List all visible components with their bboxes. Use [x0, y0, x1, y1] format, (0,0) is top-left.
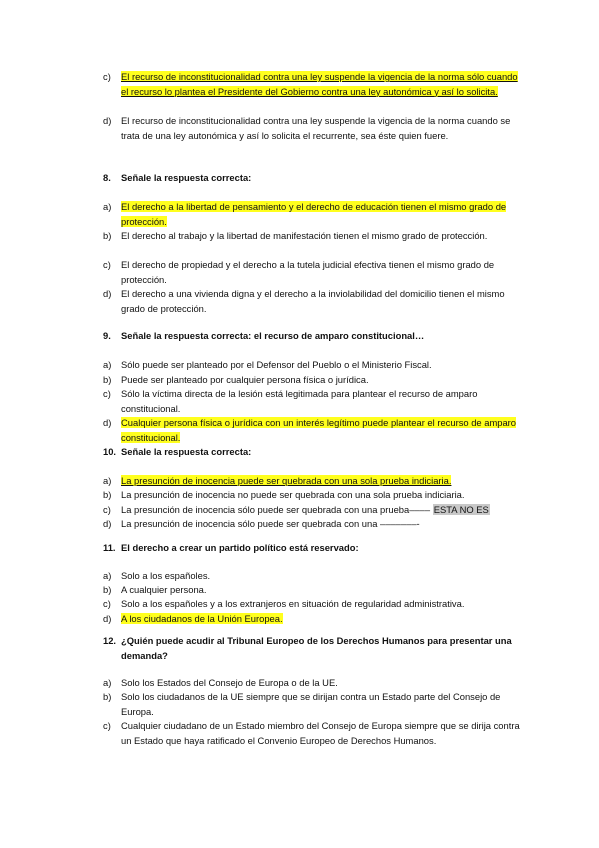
option-text: Puede ser planteado por cualquier persona física o jurídica. — [121, 374, 369, 385]
option-text: A cualquier persona. — [121, 584, 207, 595]
option-label: d) — [103, 518, 112, 529]
option-label: b) — [103, 374, 112, 385]
option-label: d) — [103, 115, 112, 126]
option-label: d) — [103, 417, 112, 428]
q11-option-d — [103, 612, 523, 627]
question-11 — [103, 541, 523, 556]
option-label: b) — [103, 584, 112, 595]
question-text: Señale la respuesta correcta: — [121, 446, 252, 457]
option-label: c) — [103, 504, 111, 515]
q12-option-a — [103, 676, 523, 691]
q10-option-b — [103, 488, 523, 503]
highlighted-answer: A los ciudadanos de la Unión Europea. — [121, 613, 283, 624]
highlighted-answer: La presunción de inocencia puede ser quebrada con una sola prueba indiciaria. — [121, 475, 452, 486]
q11-option-b — [103, 583, 523, 598]
option-label: a) — [103, 359, 112, 370]
question-10 — [103, 445, 523, 460]
option-text: Solo los ciudadanos de la UE siempre que se dirijan contra un Estado parte del Consejo de Europa. — [121, 691, 501, 717]
option-label: b) — [103, 691, 112, 702]
q10-option-d — [103, 517, 523, 532]
option-label: d) — [103, 288, 112, 299]
option-text: Solo a los españoles y a los extranjeros en situación de regularidad administrativa. — [121, 598, 465, 609]
option-label: c) — [103, 598, 111, 609]
option-text: Solo los Estados del Consejo de Europa o de la UE. — [121, 677, 338, 688]
question-text: Señale la respuesta correcta: el recurso de amparo constitucional… — [121, 330, 425, 341]
q8-option-b — [103, 229, 523, 244]
option-label: d) — [103, 613, 112, 624]
q8-option-a — [103, 200, 523, 229]
question-number: 12. — [103, 635, 117, 646]
option-label: a) — [103, 475, 112, 486]
question-text: El derecho a crear un partido político está reservado: — [121, 542, 359, 553]
highlighted-answer: El derecho a la libertad de pensamiento y el derecho de educación tienen el mismo grado de protección. — [121, 201, 507, 227]
option-label: a) — [103, 570, 112, 581]
option-text: La presunción de inocencia no puede ser quebrada con una sola prueba indiciaria. — [121, 489, 465, 500]
question-number: 11. — [103, 542, 116, 553]
option-text: El derecho de propiedad y el derecho a la tutela judicial efectiva tienen el mismo grado de protección. — [121, 259, 495, 285]
q9-option-c — [103, 387, 523, 416]
option-text: La presunción de inocencia sólo puede ser quebrada con una prueba–––– — [121, 504, 433, 515]
question-9 — [103, 329, 523, 344]
question-text: ¿Quién puede acudir al Tribunal Europeo de los Derechos Humanos para presentar una demanda? — [121, 635, 512, 661]
option-text: Solo a los españoles. — [121, 570, 211, 581]
option-text: El derecho a una vivienda digna y el derecho a la inviolabilidad del domicilio tienen el mismo grado de protección. — [121, 288, 505, 314]
option-text: Sólo la víctima directa de la lesión está legitimada para plantear el recurso de amparo constitucional. — [121, 388, 478, 414]
option-d-recurso-ley-autonomica — [103, 114, 523, 143]
q11-option-c — [103, 597, 523, 612]
q9-option-b — [103, 373, 523, 388]
question-text: Señale la respuesta correcta: — [121, 172, 252, 183]
q10-option-c — [103, 503, 523, 518]
option-text: Sólo puede ser planteado por el Defensor del Pueblo o el Ministerio Fiscal. — [121, 359, 432, 370]
option-c-recurso-suspende-presidente — [103, 70, 523, 99]
q11-option-a — [103, 569, 523, 584]
q12-option-b — [103, 690, 523, 719]
question-8 — [103, 171, 523, 186]
option-label: c) — [103, 388, 111, 399]
question-number: 8. — [103, 172, 111, 183]
question-number: 10. — [103, 446, 117, 457]
highlighted-answer: Cualquier persona física o jurídica con un interés legítimo puede plantear el recurso de amparo constitucional. — [121, 417, 517, 443]
option-text: El derecho al trabajo y la libertad de manifestación tienen el mismo grado de protección. — [121, 230, 488, 241]
option-label: c) — [103, 71, 111, 82]
question-12 — [103, 634, 523, 663]
option-label: a) — [103, 677, 112, 688]
question-number: 9. — [103, 330, 111, 341]
q10-option-a — [103, 474, 523, 489]
q8-option-c — [103, 258, 523, 287]
option-label: c) — [103, 259, 111, 270]
option-label: b) — [103, 489, 112, 500]
option-text: Cualquier ciudadano de un Estado miembro del Consejo de Europa siempre que se dirija contra un Estado que haya ratificado el Convenio Europeo de Derechos Humanos. — [121, 720, 520, 746]
option-label: b) — [103, 230, 112, 241]
margin-note: ESTA NO ES — [433, 504, 489, 515]
q9-option-a — [103, 358, 523, 373]
q9-option-d — [103, 416, 523, 445]
option-text: La presunción de inocencia sólo puede ser quebrada con una –––––––- — [121, 518, 420, 529]
q12-option-c — [103, 719, 523, 748]
q8-option-d — [103, 287, 523, 316]
option-text: El recurso de inconstitucionalidad contra una ley suspende la vigencia de la norma cuando se trata de una ley autonómica y así lo solicita el recurrente, sea éste quien fuere. — [121, 115, 511, 141]
option-label: a) — [103, 201, 112, 212]
option-label: c) — [103, 720, 111, 731]
highlighted-answer: El recurso de inconstitucionalidad contra una ley suspende la vigencia de la norma sólo cuando el recurso lo plantea el Presidente del Gobierno contra una ley autonómica y así lo solicita. — [121, 71, 518, 97]
